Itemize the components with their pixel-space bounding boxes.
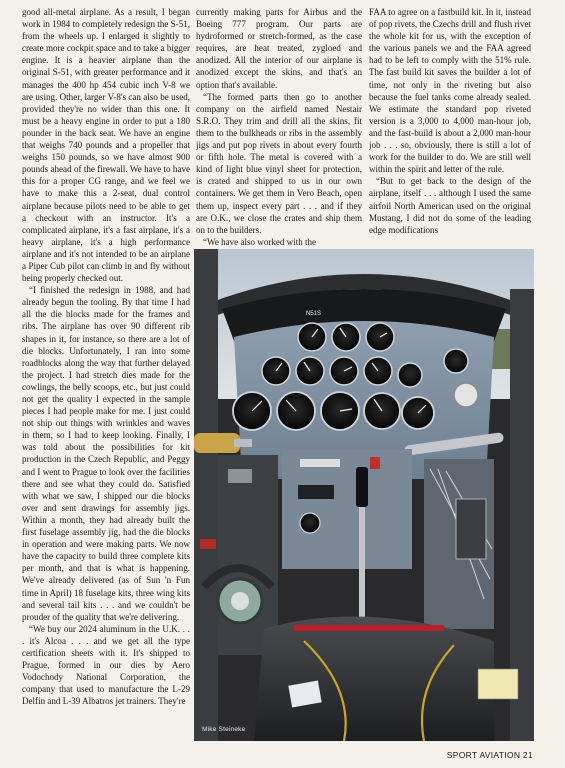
left-canopy-rail [194, 249, 218, 741]
text-column-2 [196, 6, 362, 248]
left-bracket [228, 469, 252, 483]
paragraph: “We buy our 2024 aluminum in the U.K. . . . it's Alcoa . . . and we get all the type certification sheets with it. It's shipped to Prague, formed in our dies by Aero Vodochody National Corporation, the company that used to manufacture the L-29 Delfin and L-39 Albatros jet trainers. They're [22, 623, 190, 707]
paragraph: FAA to agree on a fastbuild kit. In it, instead of pop rivets, the Czechs drill and flush rivet the whole kit for us, with the exception of the various panels we and the FAA agreed had to be left to comply with the 51% rule. The fast build kit saves the builder a lot of time, not only in the riveting but also because the fuel tanks come already sealed. We estimate the standard pop riveted version is a 3,000 to 4,000 man-hour job, and the fast-build is about a 2,000 man-hour job . . . so, obviously, there is still a lot of work for the builder to do. We are still well within the spirit and letter of the rule. [369, 7, 531, 175]
circuit-panel [456, 499, 486, 559]
control-stick-grip [356, 467, 368, 507]
radio-unit [298, 485, 334, 499]
cockpit-photo [194, 249, 534, 741]
seat-cushion-tag [478, 669, 518, 699]
control-stick-shaft [359, 507, 365, 627]
panel-placard: N51S [306, 311, 322, 317]
paragraph: “The formed parts then go to another company on the airfield named Nestair S.R.O. They trim and drill all the skins, fit them to the bulkheads or ribs in the assembly jigs and put pop rivets in about every fourth or fifth hole. The metal is covered with a kind of light blue vinyl sheet for protection, is crated and shipped to us in our own containers. We get them in Vero Beach, open them up, inspect every part . . . and if they are O.K., we close the crates and ship them on to the builders. [196, 91, 362, 235]
seat-edge [294, 625, 444, 631]
paragraph: good all-metal airplane. As a result, I began work in 1984 to completely redesign the S-51, from the wheels up. I enlarged it slightly to create more cockpit space and to take a bigger engine. It is a heavier airplane than the original S-51, with greater performance and it manages the 400 hp 454 cubic inch V-8 we are using. Other, larger V-8's can also be used, provided they're no wider than this one. It must be a heavy engine in order to put a 180 pounder in the back seat. We have an engine that weighs 740 pounds and a propeller that weighs 150 pounds, so we have almost 900 pounds ahead of the firewall. We have to have this for a proper CG range, and we feel we have to make this a 2-seat, dual control airplane because pilots need to be able to get a checkout with an instructor. It's a complicated airplane, it's a fast airplane, it's a heavy airplane, it's a high performance airplane and it's not intended to be an airplane a Piper Cub pilot can climb in and fly without being properly checked out. [22, 7, 190, 284]
throttle-knob [194, 433, 240, 453]
text-column-3 [369, 6, 531, 248]
page-folio: SPORT AVIATION 21 [446, 750, 533, 760]
paragraph: “We have also worked with the [203, 236, 317, 247]
seat [254, 617, 494, 742]
red-handle [200, 539, 216, 549]
throttle-arm [234, 439, 252, 447]
left-sidewall [218, 455, 278, 655]
paragraph: “I finished the redesign in 1988, and had already begun the tooling. By that time I had all the die blocks made for the frames and ribs. The airplane has over 90 different rib shapes in it, for instance, so there are a lot of die blocks. Unfortunately, I ran into some roadblocks along the way that further delayed the project. I had stretch dies made for the cowlings, the belly scoops, etc., but just could not get the quality I expected in the sample pieces I had people make for me. I just could not ship out things with wrinkles and waves in them, so I had to keep looking. Finally, I was told about the possibilities for kit production in the Czech Republic, and Peggy and I went to Prague to look over the facilities there and see what they could do. Satisfied with what we saw, I shipped our die blocks over and sent drawings for assembly jigs. Within a month, they had already built the first fuselage assembly jig, had the die blocks in operation and were making parts. We now have the capacity to build three complete kits per month, and that is what is happening. We've already delivered (as of Sun 'n Fun time in April) 18 fuselage kits, three wing kits and several tail kits . . . and we couldn't be prouder of the quality that we're delivering. [22, 285, 190, 622]
cockpit-illustration [194, 249, 534, 741]
photo-credit: Mike Steineke [202, 726, 246, 733]
text-column-1 [22, 6, 190, 762]
compass-gauge [300, 513, 320, 533]
red-switch [370, 457, 380, 469]
paragraph: currently making parts for Airbus and the Boeing 777 program. Our parts are hydroformed or stretch-formed, as the case requires, are heat treated, zygloed and anodized. All the interior of our airplane is anodized except the skins, and that's an option that's available. [196, 7, 362, 90]
switch-panel [300, 459, 340, 467]
pressure-gauge [454, 383, 478, 407]
side-gauge [444, 349, 468, 373]
paragraph: “But to get back to the design of the airplane, itself . . . although I used the same airfoil North American used on the original Mustang, I did not do some of the leading edge modifications [369, 176, 531, 235]
